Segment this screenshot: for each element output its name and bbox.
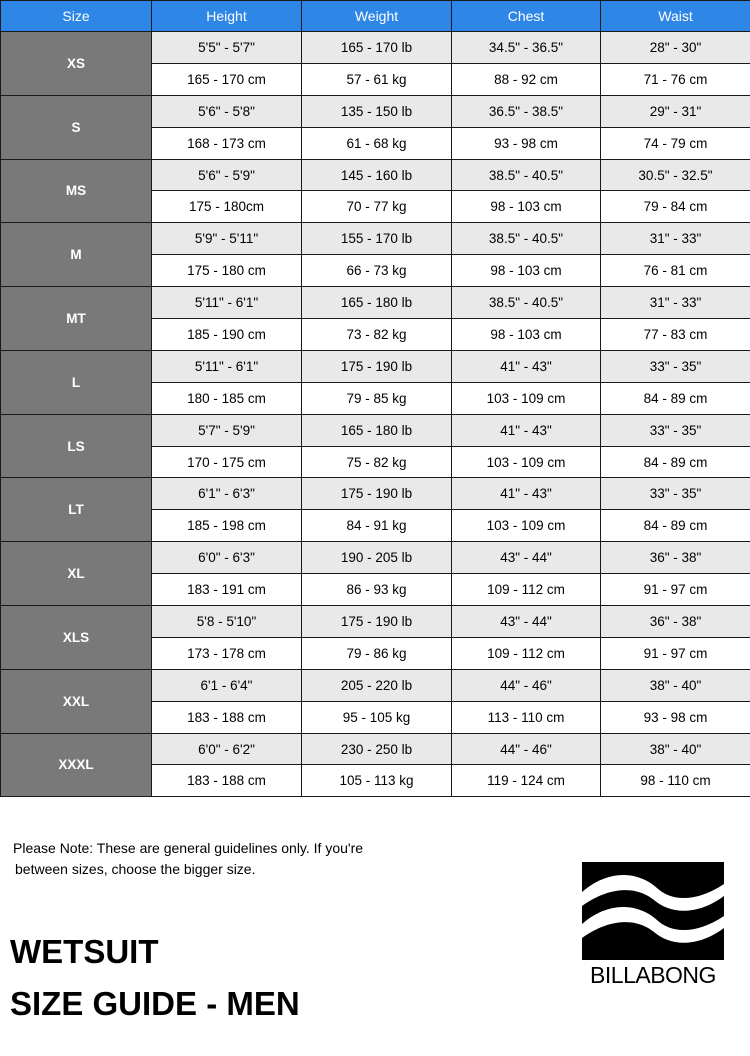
- weight-cell: 75 - 82 kg: [302, 446, 452, 478]
- waist-cell: 93 - 98 cm: [601, 701, 750, 733]
- note-line-1: Please Note: These are general guidelines only. If you're: [13, 840, 364, 856]
- height-cell: 183 - 188 cm: [152, 765, 302, 797]
- weight-cell: 84 - 91 kg: [302, 510, 452, 542]
- height-cell: 175 - 180cm: [152, 191, 302, 223]
- weight-cell: 165 - 180 lb: [302, 414, 452, 446]
- table-row: [1, 733, 750, 765]
- size-label-cell: MT: [1, 287, 152, 351]
- chest-cell: 98 - 103 cm: [452, 191, 601, 223]
- waist-cell: 28" - 30": [601, 32, 750, 64]
- chest-cell: 93 - 98 cm: [452, 127, 601, 159]
- weight-cell: 135 - 150 lb: [302, 95, 452, 127]
- weight-cell: 86 - 93 kg: [302, 574, 452, 606]
- size-label-cell: XLS: [1, 606, 152, 670]
- height-cell: 5'7" - 5'9": [152, 414, 302, 446]
- size-table-body: [1, 32, 750, 797]
- size-label-cell: XL: [1, 542, 152, 606]
- table-row: [1, 287, 750, 319]
- weight-cell: 175 - 190 lb: [302, 478, 452, 510]
- waist-cell: 38" - 40": [601, 733, 750, 765]
- waist-cell: 29" - 31": [601, 95, 750, 127]
- page-title: [10, 926, 300, 1030]
- height-cell: 5'6" - 5'9": [152, 159, 302, 191]
- height-cell: 183 - 188 cm: [152, 701, 302, 733]
- height-cell: 5'5" - 5'7": [152, 32, 302, 64]
- chest-cell: 103 - 109 cm: [452, 446, 601, 478]
- height-cell: 6'1" - 6'3": [152, 478, 302, 510]
- height-cell: 165 - 170 cm: [152, 63, 302, 95]
- header-weight: Weight: [302, 1, 452, 32]
- waist-cell: 77 - 83 cm: [601, 319, 750, 351]
- chest-cell: 41" - 43": [452, 414, 601, 446]
- header-waist: Waist: [601, 1, 750, 32]
- title-line-2: SIZE GUIDE - MEN: [10, 985, 300, 1022]
- billabong-wave-icon: [582, 862, 724, 960]
- height-cell: 6'0" - 6'2": [152, 733, 302, 765]
- waist-cell: 74 - 79 cm: [601, 127, 750, 159]
- chest-cell: 119 - 124 cm: [452, 765, 601, 797]
- chest-cell: 36.5" - 38.5": [452, 95, 601, 127]
- height-cell: 6'0" - 6'3": [152, 542, 302, 574]
- size-label-cell: S: [1, 95, 152, 159]
- waist-cell: 71 - 76 cm: [601, 63, 750, 95]
- height-cell: 170 - 175 cm: [152, 446, 302, 478]
- chest-cell: 44" - 46": [452, 733, 601, 765]
- waist-cell: 33" - 35": [601, 478, 750, 510]
- weight-cell: 70 - 77 kg: [302, 191, 452, 223]
- title-line-1: WETSUIT: [10, 933, 159, 970]
- waist-cell: 76 - 81 cm: [601, 255, 750, 287]
- chest-cell: 98 - 103 cm: [452, 255, 601, 287]
- weight-cell: 95 - 105 kg: [302, 701, 452, 733]
- table-row: [1, 542, 750, 574]
- table-row: [1, 159, 750, 191]
- waist-cell: 91 - 97 cm: [601, 637, 750, 669]
- height-cell: 180 - 185 cm: [152, 382, 302, 414]
- waist-cell: 31" - 33": [601, 223, 750, 255]
- chest-cell: 88 - 92 cm: [452, 63, 601, 95]
- weight-cell: 165 - 180 lb: [302, 287, 452, 319]
- waist-cell: 91 - 97 cm: [601, 574, 750, 606]
- weight-cell: 105 - 113 kg: [302, 765, 452, 797]
- table-row: [1, 223, 750, 255]
- size-label-cell: XXL: [1, 669, 152, 733]
- chest-cell: 109 - 112 cm: [452, 574, 601, 606]
- size-label-cell: M: [1, 223, 152, 287]
- weight-cell: 230 - 250 lb: [302, 733, 452, 765]
- waist-cell: 79 - 84 cm: [601, 191, 750, 223]
- table-row: [1, 95, 750, 127]
- height-cell: 183 - 191 cm: [152, 574, 302, 606]
- table-header-row: [1, 1, 750, 32]
- chest-cell: 43" - 44": [452, 542, 601, 574]
- table-row: [1, 478, 750, 510]
- weight-cell: 165 - 170 lb: [302, 32, 452, 64]
- height-cell: 175 - 180 cm: [152, 255, 302, 287]
- weight-cell: 175 - 190 lb: [302, 350, 452, 382]
- chest-cell: 43" - 44": [452, 606, 601, 638]
- chest-cell: 44" - 46": [452, 669, 601, 701]
- weight-cell: 175 - 190 lb: [302, 606, 452, 638]
- chest-cell: 34.5" - 36.5": [452, 32, 601, 64]
- height-cell: 5'9" - 5'11": [152, 223, 302, 255]
- chest-cell: 113 - 110 cm: [452, 701, 601, 733]
- chest-cell: 41" - 43": [452, 350, 601, 382]
- chest-cell: 38.5" - 40.5": [452, 159, 601, 191]
- height-cell: 173 - 178 cm: [152, 637, 302, 669]
- waist-cell: 84 - 89 cm: [601, 446, 750, 478]
- chest-cell: 103 - 109 cm: [452, 510, 601, 542]
- table-row: [1, 350, 750, 382]
- header-size: Size: [1, 1, 152, 32]
- height-cell: 5'8 - 5'10": [152, 606, 302, 638]
- chest-cell: 109 - 112 cm: [452, 637, 601, 669]
- chest-cell: 98 - 103 cm: [452, 319, 601, 351]
- weight-cell: 61 - 68 kg: [302, 127, 452, 159]
- height-cell: 5'6" - 5'8": [152, 95, 302, 127]
- waist-cell: 98 - 110 cm: [601, 765, 750, 797]
- weight-cell: 205 - 220 lb: [302, 669, 452, 701]
- table-row: [1, 32, 750, 64]
- weight-cell: 155 - 170 lb: [302, 223, 452, 255]
- table-row: [1, 669, 750, 701]
- waist-cell: 33" - 35": [601, 414, 750, 446]
- waist-cell: 84 - 89 cm: [601, 382, 750, 414]
- size-label-cell: MS: [1, 159, 152, 223]
- brand-logo: [582, 862, 724, 988]
- table-row: [1, 606, 750, 638]
- size-label-cell: XXXL: [1, 733, 152, 797]
- height-cell: 185 - 198 cm: [152, 510, 302, 542]
- weight-cell: 190 - 205 lb: [302, 542, 452, 574]
- height-cell: 185 - 190 cm: [152, 319, 302, 351]
- chest-cell: 38.5" - 40.5": [452, 287, 601, 319]
- waist-cell: 33" - 35": [601, 350, 750, 382]
- height-cell: 5'11" - 6'1": [152, 350, 302, 382]
- weight-cell: 145 - 160 lb: [302, 159, 452, 191]
- weight-cell: 79 - 85 kg: [302, 382, 452, 414]
- chest-cell: 41" - 43": [452, 478, 601, 510]
- size-label-cell: XS: [1, 32, 152, 96]
- waist-cell: 31" - 33": [601, 287, 750, 319]
- height-cell: 6'1 - 6'4": [152, 669, 302, 701]
- table-row: [1, 414, 750, 446]
- waist-cell: 30.5" - 32.5": [601, 159, 750, 191]
- waist-cell: 36" - 38": [601, 542, 750, 574]
- size-label-cell: LT: [1, 478, 152, 542]
- waist-cell: 84 - 89 cm: [601, 510, 750, 542]
- waist-cell: 36" - 38": [601, 606, 750, 638]
- size-label-cell: L: [1, 350, 152, 414]
- weight-cell: 73 - 82 kg: [302, 319, 452, 351]
- note-line-2: between sizes, choose the bigger size.: [15, 861, 256, 877]
- size-label-cell: LS: [1, 414, 152, 478]
- brand-wordmark: BILLABONG: [590, 962, 716, 988]
- header-height: Height: [152, 1, 302, 32]
- height-cell: 5'11" - 6'1": [152, 287, 302, 319]
- weight-cell: 66 - 73 kg: [302, 255, 452, 287]
- header-chest: Chest: [452, 1, 601, 32]
- sizing-note: [13, 838, 363, 880]
- waist-cell: 38" - 40": [601, 669, 750, 701]
- chest-cell: 103 - 109 cm: [452, 382, 601, 414]
- weight-cell: 79 - 86 kg: [302, 637, 452, 669]
- height-cell: 168 - 173 cm: [152, 127, 302, 159]
- weight-cell: 57 - 61 kg: [302, 63, 452, 95]
- chest-cell: 38.5" - 40.5": [452, 223, 601, 255]
